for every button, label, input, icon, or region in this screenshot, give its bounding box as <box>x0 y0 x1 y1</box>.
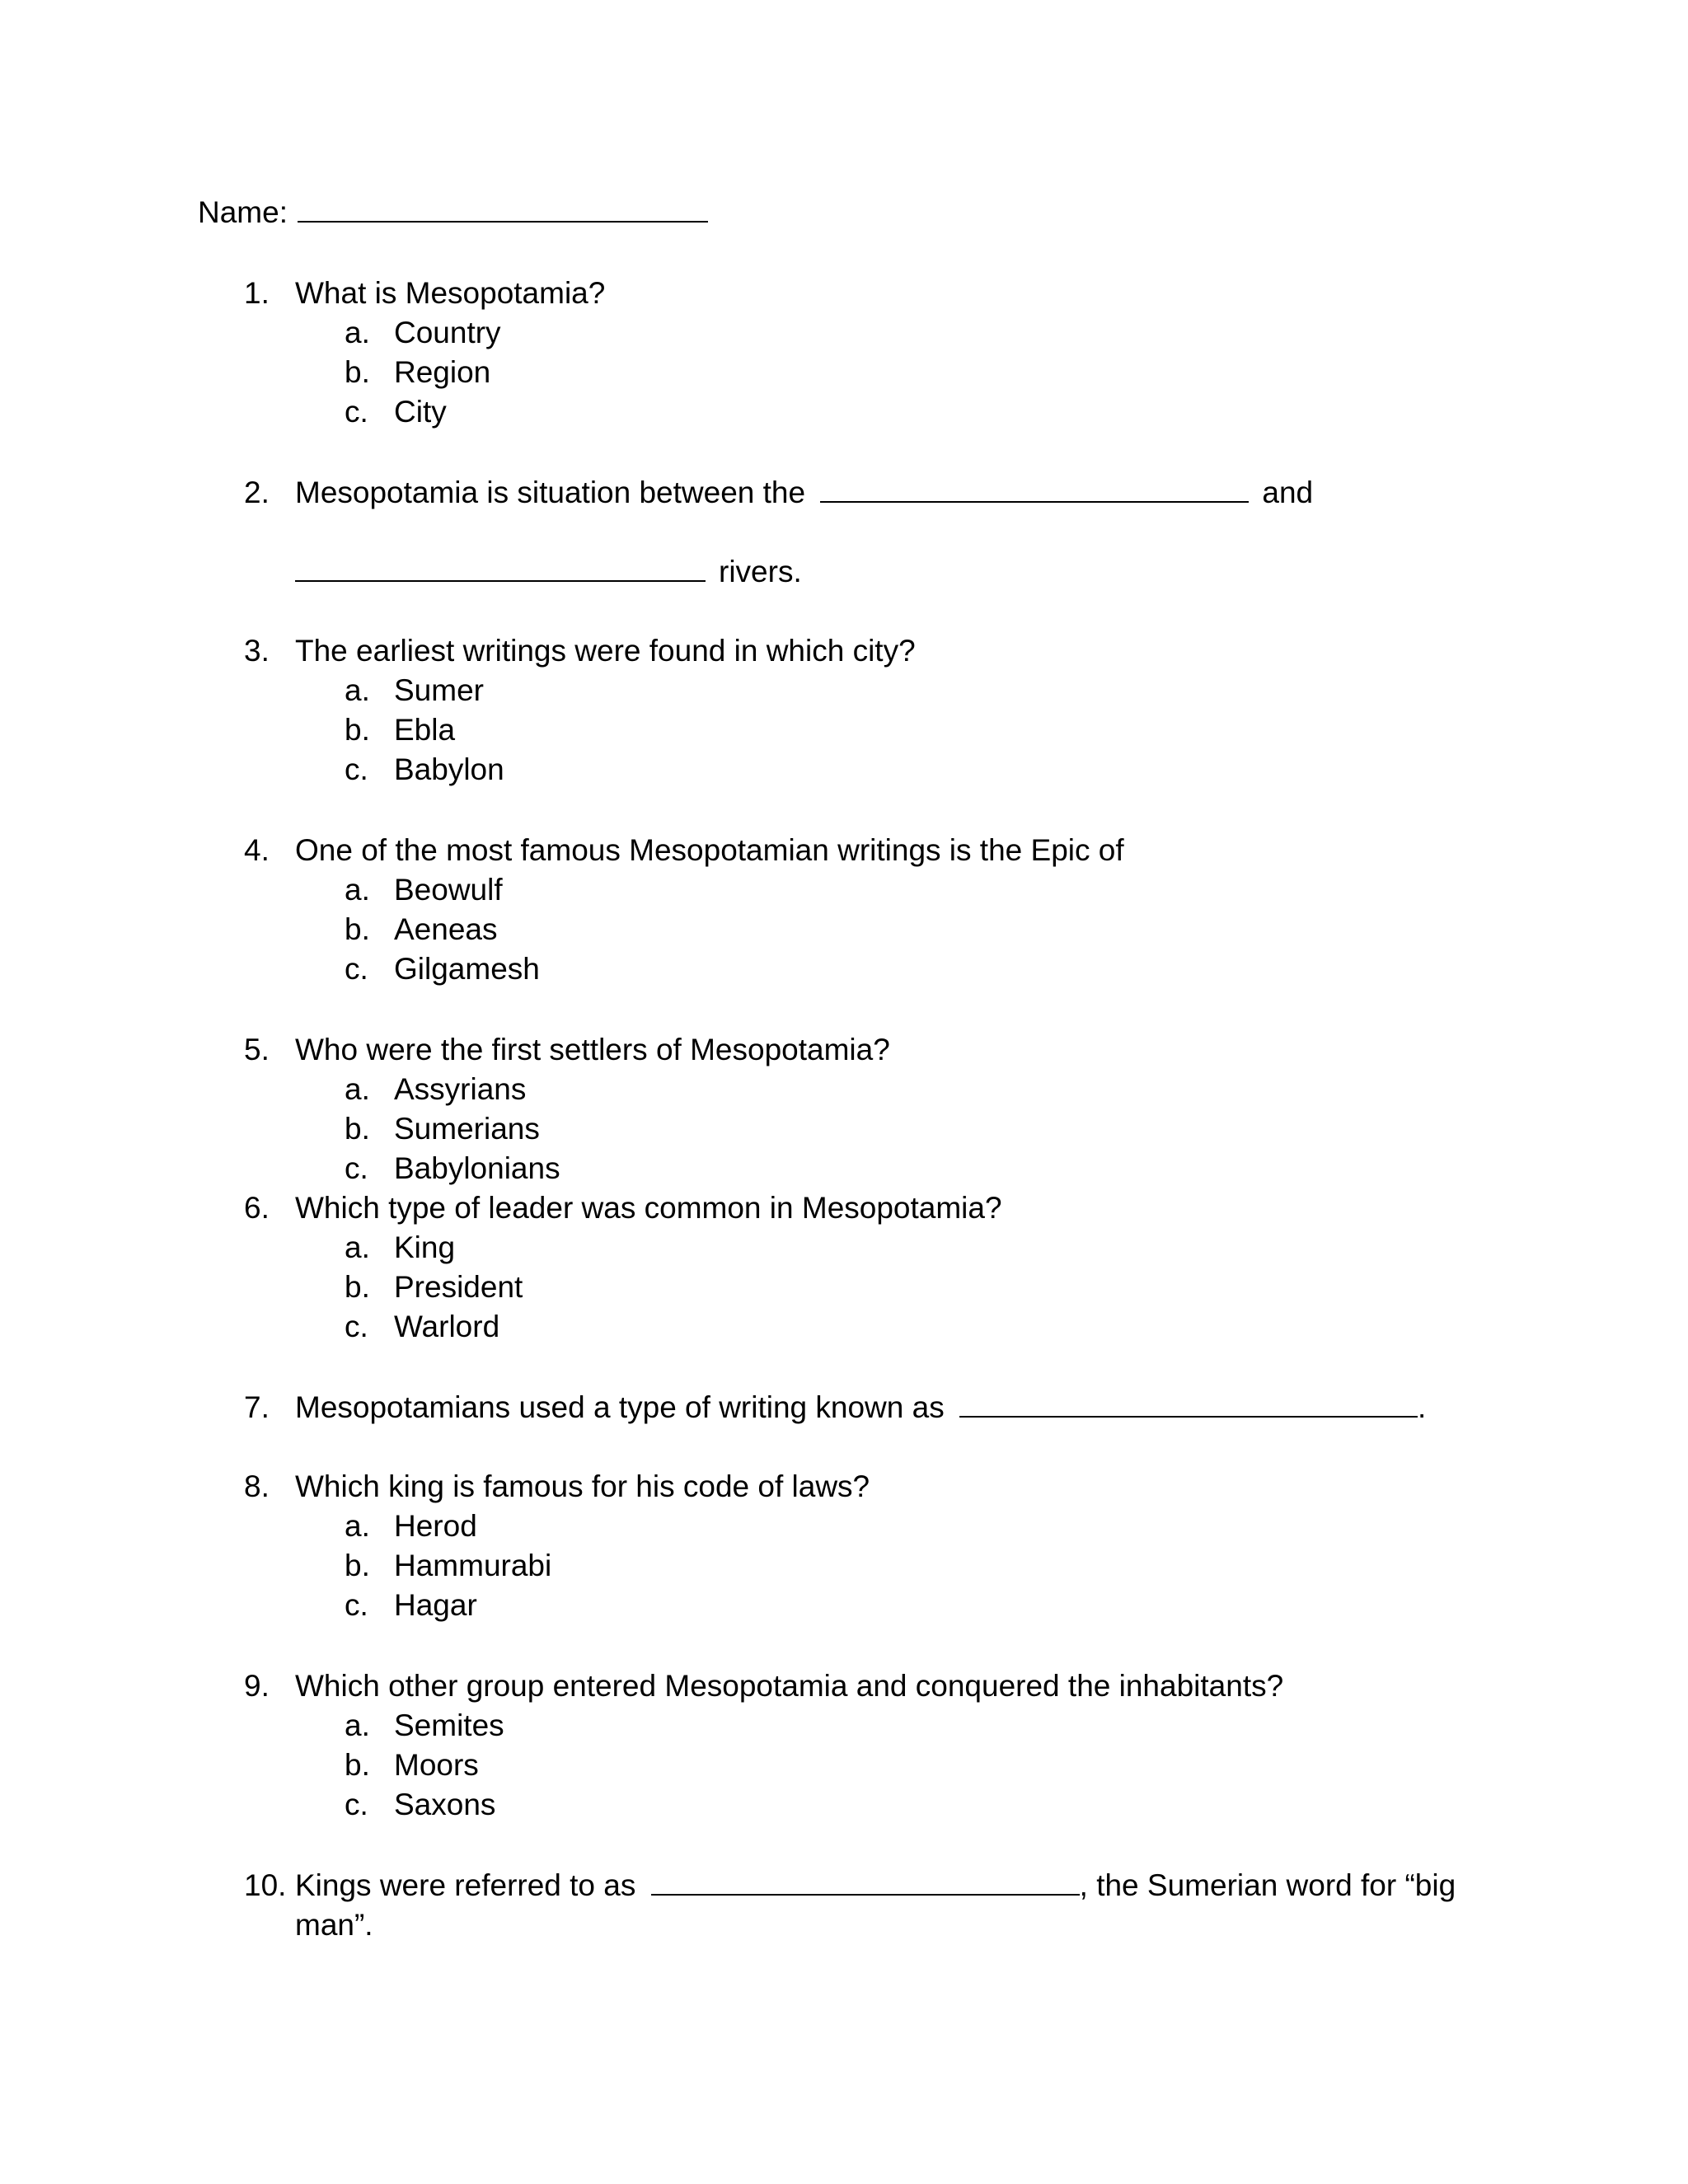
option-text: President <box>394 1270 523 1304</box>
question-text: Which other group entered Mesopotamia and conquered the inhabitants? <box>295 1669 1284 1703</box>
option-text: King <box>394 1230 456 1264</box>
answer-blank[interactable] <box>295 554 706 582</box>
option-text: Sumer <box>394 673 484 707</box>
option-letter: b. <box>345 1748 370 1782</box>
option-letter: a. <box>345 316 370 349</box>
question-text-line-2: man”. <box>295 1908 373 1942</box>
option-letter: a. <box>345 1509 370 1543</box>
option-text: Hammurabi <box>394 1549 552 1582</box>
option-letter: a. <box>345 1708 370 1742</box>
question-text: Mesopotamia is situation between the <box>295 476 806 509</box>
option-letter: c. <box>345 1588 368 1622</box>
option-letter: c. <box>345 952 368 986</box>
question-text: Who were the first settlers of Mesopotamia? <box>295 1033 890 1066</box>
option-text: Beowulf <box>394 873 503 907</box>
name-blank[interactable] <box>298 194 708 223</box>
question-text-row-2 <box>295 552 802 592</box>
question-text: What is Mesopotamia? <box>295 276 606 310</box>
question-text-period: . <box>1417 1390 1427 1424</box>
option-text: City <box>394 395 447 429</box>
option-letter: a. <box>345 1230 370 1264</box>
question-text: One of the most famous Mesopotamian writings is the Epic of <box>295 833 1124 867</box>
question-text-continued: , the Sumerian word for “big <box>1079 1868 1456 1902</box>
option-text: Saxons <box>394 1788 496 1821</box>
option-letter: b. <box>345 1112 370 1146</box>
question-number: 7. <box>244 1390 270 1424</box>
option-letter: b. <box>345 355 370 389</box>
option-letter: b. <box>345 1270 370 1304</box>
question-number: 3. <box>244 634 270 668</box>
question-number: 1. <box>244 276 270 310</box>
question-text: Which king is famous for his code of laws? <box>295 1469 870 1503</box>
option-letter: c. <box>345 752 368 786</box>
name-label: Name: <box>198 195 288 229</box>
option-text: Moors <box>394 1748 479 1782</box>
option-text: Warlord <box>394 1310 500 1343</box>
answer-blank[interactable] <box>820 475 1249 503</box>
question-number: 10. <box>244 1868 287 1902</box>
question-text-rivers: rivers. <box>719 555 802 588</box>
question-text: Mesopotamians used a type of writing known as <box>295 1390 945 1424</box>
option-text: Aeneas <box>394 912 498 946</box>
question-number: 2. <box>244 476 270 509</box>
option-letter: c. <box>345 1310 368 1343</box>
question-number: 5. <box>244 1033 270 1066</box>
question-text: The earliest writings were found in which city? <box>295 634 916 668</box>
option-text: Herod <box>394 1509 477 1543</box>
option-letter: c. <box>345 1151 368 1185</box>
option-letter: a. <box>345 673 370 707</box>
option-text: Babylon <box>394 752 504 786</box>
option-text: Babylonians <box>394 1151 560 1185</box>
question-text-row <box>295 1388 1426 1427</box>
question-number: 4. <box>244 833 270 867</box>
answer-blank[interactable] <box>959 1390 1418 1418</box>
question-text-row <box>295 473 1313 513</box>
option-text: Ebla <box>394 713 456 747</box>
question-number: 6. <box>244 1191 270 1225</box>
question-text: Kings were referred to as <box>295 1868 636 1902</box>
option-text: Semites <box>394 1708 504 1742</box>
option-text: Assyrians <box>394 1072 527 1106</box>
option-letter: c. <box>345 395 368 429</box>
option-letter: b. <box>345 912 370 946</box>
option-text: Region <box>394 355 491 389</box>
question-text: Which type of leader was common in Mesopotamia? <box>295 1191 1002 1225</box>
answer-blank[interactable] <box>651 1868 1080 1896</box>
option-letter: a. <box>345 1072 370 1106</box>
question-number: 9. <box>244 1669 270 1703</box>
option-letter: b. <box>345 713 370 747</box>
option-text: Sumerians <box>394 1112 540 1146</box>
question-text-and: and <box>1262 476 1314 509</box>
option-letter: c. <box>345 1788 368 1821</box>
option-letter: b. <box>345 1549 370 1582</box>
question-text-row <box>295 1866 1456 1905</box>
option-letter: a. <box>345 873 370 907</box>
question-number: 8. <box>244 1469 270 1503</box>
name-field-row <box>198 193 708 232</box>
option-text: Country <box>394 316 501 349</box>
option-text: Hagar <box>394 1588 477 1622</box>
option-text: Gilgamesh <box>394 952 540 986</box>
